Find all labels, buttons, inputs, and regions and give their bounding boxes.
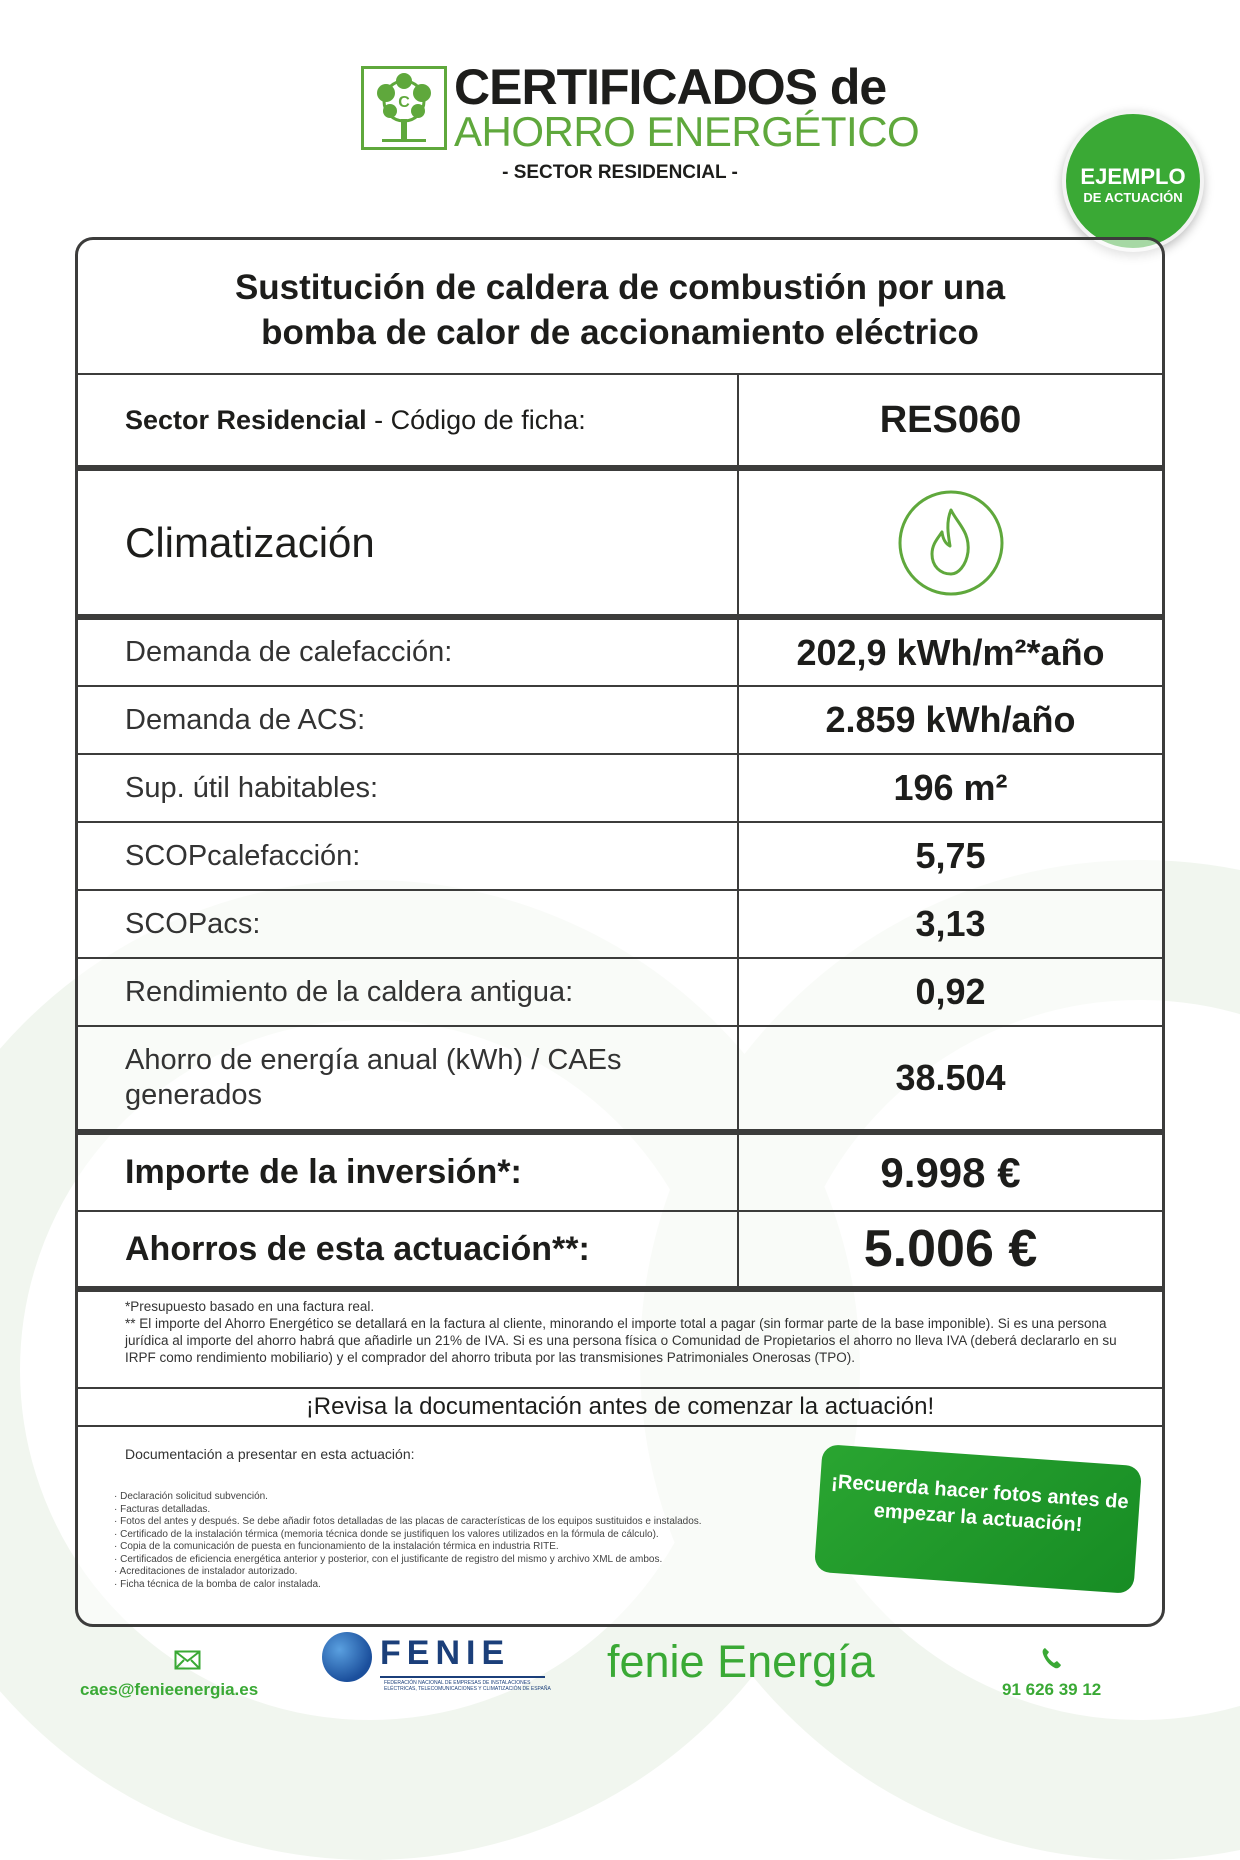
row-value: 3,13 <box>915 903 986 944</box>
docs-list <box>114 1491 814 1591</box>
row-label-cell <box>78 959 739 1025</box>
photo-reminder: ¡Recuerda hacer fotos antes de empezar la actuación! <box>814 1444 1142 1594</box>
row-value: 196 m² <box>893 767 1008 808</box>
code-text: RES060 <box>879 398 1022 441</box>
category-text: Climatización <box>125 518 375 566</box>
list-item: · Acreditaciones de instalador autorizado. <box>114 1566 298 1577</box>
list-item: · Copia de la comunicación de puesta en funcionamiento de la instalación térmica en industria RITE. <box>114 1541 559 1552</box>
row-label-cell <box>78 823 739 889</box>
docs-title: Documentación a presentar en esta actuación: <box>125 1446 415 1462</box>
data-row <box>78 687 1162 755</box>
savings-label: Ahorros de esta actuación**: <box>125 1229 590 1268</box>
badge-line1: EJEMPLO <box>1080 164 1186 189</box>
flame-icon <box>896 488 1006 598</box>
row-label: SCOPacs: <box>125 907 261 940</box>
row-label: Demanda de ACS: <box>125 703 366 736</box>
phone-icon <box>1040 1646 1062 1670</box>
investment-label: Importe de la inversión*: <box>125 1153 522 1191</box>
footnotes <box>125 1298 1125 1366</box>
sector-label-rest: - Código de ficha: <box>366 404 586 435</box>
savings-label-cell <box>78 1212 739 1286</box>
row-label: Sup. útil habitables: <box>125 771 379 804</box>
row-label: Demanda de calefacción: <box>125 636 453 668</box>
sector-label-bold: Sector Residencial <box>125 404 367 435</box>
row-value-cell <box>739 620 1162 685</box>
row-label: SCOPcalefacción: <box>125 839 361 872</box>
fenie-energia-logo: fenie Energía <box>607 1636 875 1687</box>
email-link[interactable]: caes@fenieenergia.es <box>80 1680 259 1699</box>
row-label-cell <box>78 891 739 957</box>
data-row <box>78 1027 1162 1135</box>
row-value: 38.504 <box>895 1057 1006 1098</box>
heading-line2: bomba de calor de accionamiento eléctrico <box>261 313 979 352</box>
data-row <box>78 755 1162 823</box>
fenie-logo <box>322 1632 551 1702</box>
row-value-cell <box>739 687 1162 753</box>
investment-value-cell <box>739 1135 1162 1210</box>
row-value-cell <box>739 823 1162 889</box>
fenie-subtitle: FEDERACIÓN NACIONAL DE EMPRESAS DE INSTALACIONES ELÉCTRICAS, TELECOMUNICACIONES Y CLIMATIZACIÓN DE ESPAÑA <box>384 1680 551 1692</box>
row-label-cell <box>78 687 739 753</box>
row-value-cell <box>739 891 1162 957</box>
investment-row <box>78 1135 1162 1212</box>
list-item: · Declaración solicitud subvención. <box>114 1491 268 1502</box>
row-label: Ahorro de energía anual (kWh) / CAEs generados <box>125 1044 622 1111</box>
investment-value: 9.998 € <box>880 1148 1021 1196</box>
fenie-globe-icon <box>322 1632 372 1682</box>
card-heading <box>78 240 1162 375</box>
badge-line2: DE ACTUACIÓN <box>1083 190 1183 205</box>
row-value: 0,92 <box>915 971 986 1012</box>
data-row <box>78 823 1162 891</box>
footnote-2: ** El importe del Ahorro Energético se detallará en la factura al cliente, minorando el importe total a pagar (sin formar parte de la base imponible). Si es una persona jurídica al importe del ahorro habrá que añadirle un 21% de IVA. Si es una persona física o Comunidad de Propietarios el ahorro no lleva IVA (deberá declararlo en su IRPF como rendimiento mobiliario) y el comprador del ahorro tributa por las transmisiones Patrimoniales Onerosas (TPO). <box>125 1316 1117 1365</box>
row-value-cell <box>739 959 1162 1025</box>
list-item: · Fotos del antes y después. Se debe añadir fotos detalladas de las placas de características de los equipos sustituidos e instalados. <box>114 1516 702 1527</box>
row-label-cell <box>78 1027 739 1129</box>
tree-logo-icon <box>361 66 447 150</box>
phone-link[interactable]: 91 626 39 12 <box>1002 1680 1102 1699</box>
row-value: 5,75 <box>915 835 986 876</box>
list-item: · Certificado de la instalación térmica (memoria técnica donde se justifiquen los valores utilizados en la fórmula de cálculo). <box>114 1528 659 1540</box>
row-label-cell <box>78 755 739 821</box>
data-row <box>78 891 1162 959</box>
page-header <box>0 0 1240 220</box>
list-item: · Ficha técnica de la bomba de calor instalada. <box>114 1578 321 1590</box>
category-label <box>78 471 739 614</box>
data-row <box>78 959 1162 1027</box>
list-item: · Facturas detalladas. <box>114 1503 211 1515</box>
list-item: · Certificados de eficiencia energética anterior y posterior, con el justificante de registro del mismo y archivo XML de ambos. <box>114 1553 663 1565</box>
fenie-wordmark: FENIE <box>380 1634 511 1672</box>
row-label-cell <box>78 620 739 685</box>
savings-row <box>78 1212 1162 1292</box>
code-row <box>78 375 1162 471</box>
mail-icon <box>174 1650 201 1670</box>
svg-text:C: C <box>398 94 410 111</box>
info-card <box>75 237 1165 1627</box>
fenie-divider <box>380 1676 545 1678</box>
footnote-1: *Presupuesto basado en una factura real. <box>125 1299 375 1314</box>
row-value: 2.859 kWh/año <box>825 699 1076 740</box>
category-row <box>78 471 1162 620</box>
investment-label-cell <box>78 1135 739 1210</box>
row-value-cell <box>739 1027 1162 1129</box>
row-value: 202,9 kWh/m²*año <box>796 631 1105 673</box>
row-label: Rendimiento de la caldera antigua: <box>125 975 574 1008</box>
example-badge <box>1062 110 1204 252</box>
header-title-line1: CERTIFICADOS de <box>454 59 887 115</box>
data-row <box>78 620 1162 687</box>
header-title-line2: AHORRO ENERGÉTICO <box>454 108 920 155</box>
review-banner: ¡Revisa la documentación antes de comenzar la actuación! <box>78 1387 1162 1427</box>
savings-value: 5.006 € <box>863 1220 1038 1278</box>
code-label <box>78 375 739 465</box>
row-value-cell <box>739 755 1162 821</box>
code-value <box>739 375 1162 465</box>
savings-value-cell <box>739 1212 1162 1286</box>
header-subtitle: - SECTOR RESIDENCIAL - <box>502 162 738 183</box>
heading-line1: Sustitución de caldera de combustión por una <box>234 268 1006 307</box>
category-icon-cell <box>739 471 1162 614</box>
